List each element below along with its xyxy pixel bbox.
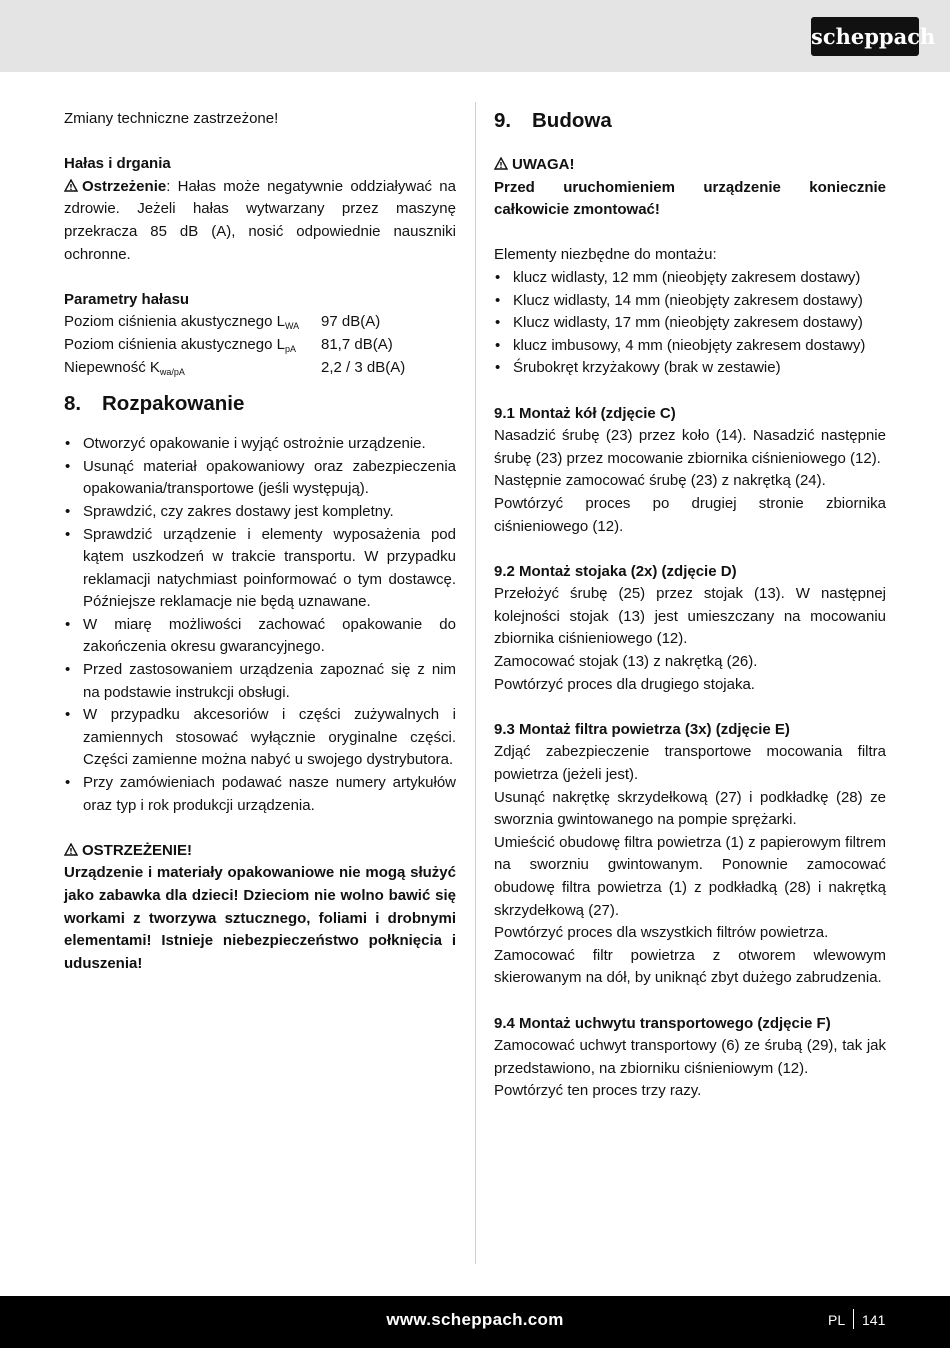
section-number: 9.	[494, 109, 512, 132]
param-value: 2,2 / 3 dB(A)	[321, 358, 406, 376]
unpack-list	[64, 433, 456, 817]
paragraph: Powtórzyć ten proces trzy razy.	[494, 1082, 702, 1100]
section-number: 8.	[64, 392, 82, 416]
footer-separator	[853, 1309, 854, 1329]
list-item: • W przypadku akcesoriów i części zużywalnych i zamiennych stosować wyłącznie oryginalne części. Części zamienne można nabyć u swojego dystrybutora.	[64, 704, 456, 772]
section-9-3-heading: 9.3 Montaż filtra powietrza (3x) (zdjęcie E)	[494, 720, 790, 738]
param-value: 81,7 dB(A)	[321, 335, 393, 353]
section-9-heading	[494, 108, 886, 134]
list-item: • Śrubokręt krzyżakowy (brak w zestawie)	[494, 357, 886, 380]
paragraph: Powtórzyć proces dla wszystkich filtrów powietrza.	[494, 924, 829, 942]
list-item: • Usunąć materiał opakowaniowy oraz zabezpieczenia opakowania/transportowe (jeśli występują).	[64, 456, 456, 501]
column-divider	[475, 102, 476, 1264]
param-label: Poziom ciśnienia akustycznego L	[64, 335, 285, 353]
section-8-heading	[64, 391, 456, 417]
list-item: • klucz widlasty, 12 mm (nieobjęty zakresem dostawy)	[494, 267, 886, 290]
list-item: • klucz imbusowy, 4 mm (nieobjęty zakresem dostawy)	[494, 335, 886, 358]
list-item: • Przy zamówieniach podawać nasze numery artykułów oraz typ i rok produkcji urządzenia.	[64, 772, 456, 817]
param-uncertainty	[64, 357, 456, 380]
param-sub: WA	[284, 321, 300, 332]
section-title: Budowa	[532, 109, 612, 132]
param-label: Niepewność K	[64, 358, 160, 376]
tools-list	[494, 267, 886, 380]
page-number: 141	[862, 1312, 886, 1328]
header-bar	[0, 0, 950, 72]
param-lwa	[64, 311, 456, 334]
tools-intro: Elementy niezbędne do montażu:	[494, 246, 717, 264]
noise-warning-label: Ostrzeżenie	[82, 177, 167, 195]
list-item: • Sprawdzić urządzenie i elementy wyposażenia pod kątem uszkodzeń w trakcie transportu. W przypadku reklamacji natychmiast poinformować o tym dostawcę. Późniejsze reklamacje nie będą uznawane.	[64, 524, 456, 614]
paragraph: Powtórzyć proces dla drugiego stojaka.	[494, 675, 755, 693]
technical-changes-note: Zmiany techniczne zastrzeżone!	[64, 110, 279, 127]
param-value: 97 dB(A)	[321, 313, 381, 331]
param-lpa	[64, 334, 456, 357]
caution-heading	[494, 154, 886, 177]
paragraph: Zamocować filtr powietrza z otworem wlewowym skierowanym na dół, by uniknąć zbyt dużego zabrudzenia.	[494, 946, 886, 987]
caution-text: Przed uruchomieniem urządzenie koniecznie całkowicie zmontować!	[494, 178, 886, 219]
noise-heading: Hałas i drgania	[64, 155, 171, 173]
list-item: • Otworzyć opakowanie i wyjąć ostrożnie urządzenie.	[64, 433, 456, 456]
warning-text: Urządzenie i materiały opakowaniowe nie mogą służyć jako zabawka dla dzieci! Dzieciom nie wolno bawić się workami z tworzywa sztucznego, foliami i drobnymi elementami! Istnieje niebezpieczeństwo połknięcia i uduszenia!	[64, 864, 456, 972]
section-9-4-heading: 9.4 Montaż uchwytu transportowego (zdjęcie F)	[494, 1014, 831, 1032]
noise-warning	[64, 176, 456, 266]
list-item: • Przed zastosowaniem urządzenia zapoznać się z nim na podstawie instrukcji obsługi.	[64, 659, 456, 704]
right-column	[494, 108, 886, 1103]
param-sub: wa/pA	[159, 366, 185, 377]
noise-warning-text: : Hałas może negatywnie oddziaływać na zdrowie. Jeżeli hałas wytwarzany przez maszynę przekracza 85 dB (A), nosić odpowiednie nauszniki ochronne.	[64, 177, 456, 263]
footer-bar	[0, 1296, 950, 1348]
warning-triangle-icon	[494, 157, 508, 170]
paragraph: Nasadzić śrubę (23) przez koło (14). Nasadzić następnie śrubę (23) przez mocowanie zbiornika ciśnieniowego (12).	[494, 427, 886, 467]
warning-triangle-icon	[64, 843, 78, 856]
scheppach-logo: scheppach	[811, 17, 919, 56]
paragraph: Zdjąć zabezpieczenie transportowe mocowania filtra powietrza (jeżeli jest).	[494, 743, 886, 784]
website-url: www.scheppach.com	[386, 1310, 564, 1329]
warning-heading	[64, 840, 456, 863]
param-label: Poziom ciśnienia akustycznego L	[64, 313, 285, 331]
noise-params-heading: Parametry hałasu	[64, 290, 190, 308]
paragraph: Powtórzyć proces po drugiej stronie zbiornika ciśnieniowego (12).	[494, 494, 886, 535]
paragraph: Przełożyć śrubę (25) przez stojak (13). W następnej kolejności stojak (13) jest umieszczany na mocowaniu zbiornika ciśnieniowego (12).	[494, 585, 886, 648]
list-item: • Klucz widlasty, 17 mm (nieobjęty zakresem dostawy)	[494, 312, 886, 335]
paragraph: Umieścić obudowę filtra powietrza (1) z papierowym filtrem na sworzniu gwintowanym. Ponownie zamocować obudowę filtra powietrza (1) z podkładką (28) i nakrętką skrzydełkową (27).	[494, 833, 886, 919]
list-item: • W miarę możliwości zachować opakowanie do zakończenia okresu gwarancyjnego.	[64, 614, 456, 659]
section-9-2-heading: 9.2 Montaż stojaka (2x) (zdjęcie D)	[494, 562, 737, 580]
warning-triangle-icon	[64, 179, 78, 192]
language-code: PL	[828, 1312, 846, 1328]
left-column	[64, 108, 456, 975]
paragraph: Zamocować uchwyt transportowy (6) ze śrubą (29), tak jak przedstawiono, na zbiorniku ciśnieniowym (12).	[494, 1037, 886, 1077]
paragraph: Zamocować stojak (13) z nakrętką (26).	[494, 653, 758, 671]
caution-heading-text: UWAGA!	[512, 156, 575, 173]
list-item: • Klucz widlasty, 14 mm (nieobjęty zakresem dostawy)	[494, 290, 886, 313]
param-sub: pA	[284, 343, 296, 354]
paragraph: Następnie zamocować śrubę (23) z nakrętką (24).	[494, 472, 826, 490]
list-item: • Sprawdzić, czy zakres dostawy jest kompletny.	[64, 501, 456, 524]
section-title: Rozpakowanie	[102, 392, 245, 416]
section-9-1-heading: 9.1 Montaż kół (zdjęcie C)	[494, 404, 676, 422]
warning-heading-text: OSTRZEŻENIE!	[82, 841, 193, 859]
paragraph: Usunąć nakrętkę skrzydełkową (27) i podkładkę (28) ze sworznia gwintowanego na pompie sprężarki.	[494, 788, 886, 829]
